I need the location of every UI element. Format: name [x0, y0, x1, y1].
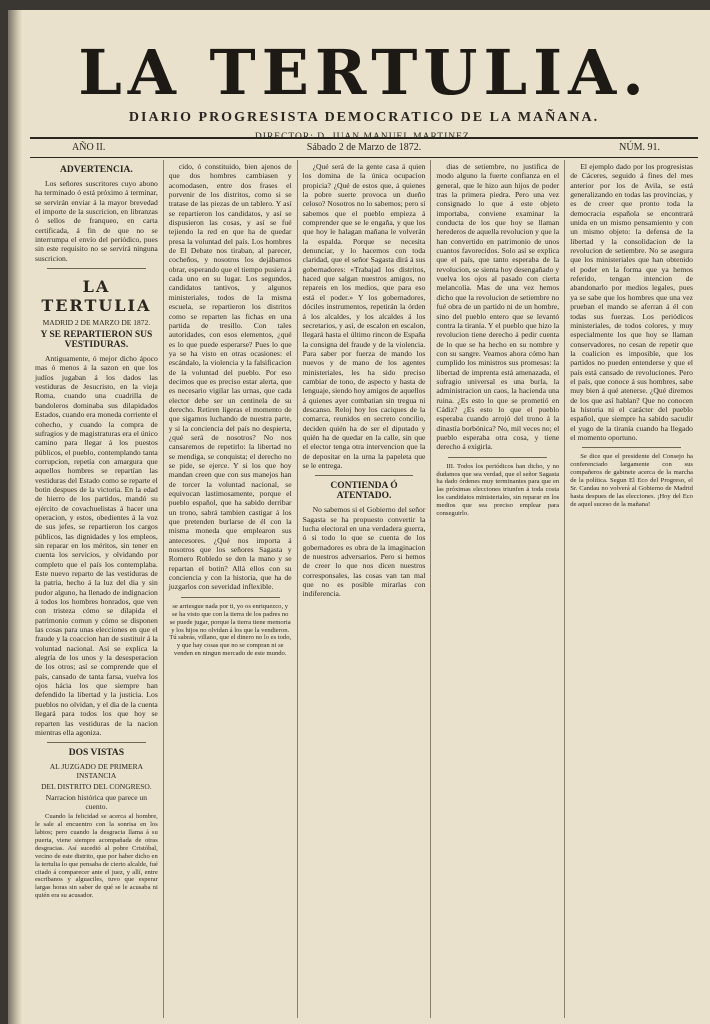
- article-heading: Y SE REPARTIERON SUS VESTIDURAS.: [40, 330, 153, 351]
- divider: [47, 268, 146, 269]
- dateline: [30, 137, 698, 158]
- section-heading: CONTIENDA Ó ATENTADO.: [330, 481, 398, 502]
- issue-date: Sábado 2 de Marzo de 1872.: [306, 142, 422, 153]
- divider: [448, 457, 547, 458]
- newspaper-title: LA TERTULIA.: [78, 36, 650, 109]
- trial-subheading: Narracion histórica que parece un cuento.: [45, 793, 147, 812]
- trial-subheading: DEL DISTRITO DEL CONGRESO.: [41, 782, 152, 792]
- article-text: ¿Qué será de la gente casa á quien los domina de la única ocupacion propicia? ¿Qué de estos que, á quienes la pobre suerte provoca un dueño celoso? Nosotros no lo sabemos; pero sí sabemos que el pueblo empieza á comprender que se le engaña, y que los que hoy le halagan mañana le volverán la espalda. Porque se necesita denunciar, y lo hacemos con toda claridad, que el señor Sagasta dirá á sus gobernadores: «Trabajad los distritos, haced que salgan nuestros amigos, no repareis en los medios, que para eso está el poder.» Y los gobernadores, dóciles instrumentos, repetirán la órden á los alcaldes, y los alcaldes á los secretarios, y así, de escalon en escalon, llegará hasta el último rincon de España la consigna del fraude y de la violencia. Para saber por fuerza de mando los nuevos y de mano de los agentes ministeriales, les ha sido preciso cambiar de tono, de aspecto y hasta de lenguaje, siendo hoy amigos de aquellos á quienes ayer combatian sin tregua ni descanso. Reloj hoy los caciques de la comarca, reunidos en secreto concilio, deciden quién ha de ser el diputado y quién ha de quedar en la calle, sin que el elector tenga otra intervencion que la de depositar en la urna la papeleta que se le entrega.: [302, 162, 426, 470]
- newspaper-subtitle: DIARIO PROGRESISTA DEMOCRATICO DE LA MAÑANA.: [128, 110, 600, 125]
- article-text: El ejemplo dado por los progresistas de Cáceres, seguido á fines del mes anterior por los de Avila, se está generalizando en todas las provincias, y es de creer que pronto toda la democracia española se encontrará unida en un mismo pensamiento y con un mismo objeto: la defensa de la libertad y la consolidacion de la revolucion de setiembre. No se asegura que los ministeriales que han obtenido el poder en la forma que ya hemos referido, tengan intencion de abandonarlo por medios legales, pues ya se sabe que los hombres que una vez prueban el mando se aferran á él con todas sus fuerzas. Los periódicos ministeriales, de todos colores, y muy especialmente los que hoy se llaman conservadores, no cesan de repetir que la coalicion es imposible, que los partidos no pueden entenderse y que el país está cansado de revoluciones. Pero el país, que conoce á sus hombres, sabe muy bien á qué atenerse. ¿Qué diremos de los que así hablan? Que no conocen la historia ni el carácter del pueblo español, que siempre ha sabido sacudir el yugo de la tiranía cuando ha llegado el momento oportuno.: [570, 162, 693, 442]
- trial-heading: DOS VISTAS: [68, 748, 125, 759]
- divider: [181, 597, 280, 598]
- article-text: dias de setiembre, no justifica de modo alguno la fuerte confianza en el general, que le hizo aun hijos de poder tras la primera piedra. Pero una vez consignado lo que á este objeto importaba, conviene examinar la conducta de los que hoy se llaman herederos de aquella revolucion y que la han convertido en patrimonio de unos cuantos favorecidos. Solo así se explica que el país, que tanto esperaba de la revolucion, se sienta hoy desengañado y vuelva los ojos al pasado con cierta melancolía. Mas de una vez hemos dicho que la revolucion de setiembre no fué obra de un partido ni de un hombre, sino del pueblo entero que se levantó contra la tiranía. Y el pueblo que hizo la revolucion tiene derecho á pedir cuenta de lo que se ha hecho en su nombre y con su sangre. Veamos ahora cómo han cumplido los ministros sus promesas: la libertad de imprenta está amenazada, el sufragio universal es una burla, la administracion un caos, la hacienda una ruina. ¿Es esto lo que se prometió en Cádiz? ¿Es esto lo que el pueblo esperaba cuando arrojó del trono á la dinastía borbónica? No, mil veces no; el pueblo esperaba otra cosa, y tiene derecho á exigirla.: [436, 162, 560, 452]
- article-text: Antiguamente, ó mejor dicho ápoco mas ó menos á la sazon en que los judíos jugaban á los dados las vestiduras de Jesucristo, en la vieja Roma, cuando una cuadrilla de bandoleros dominaba sus dilapidados Estados, cuando era moneda corriente el cohecho, y cuando la compra de sufragios y de magistraturas era el único camino para llegar á los puestos públicos, el pueblo, contemplando tanta corrupcion, repetía con amargura que aquellos hombres se repartían las vestiduras del Estado como se reparte el botin despues de la victoria. En la edad de hierro de los partidos, mandó su ejército de covachuelistas á hacer una operacion, y estos, obedientes á la voz de sus jefes, se repartieron los cargos públicos, las dignidades y los empleos, sin reparar en los méritos, sin tener en cuenta los servicios, y olvidando por completo que el país los contemplaba. Este nuevo reparto de las vestiduras de la patria, hecho á la luz del dia y sin pudor alguno, ha llenado de indignacion á todos los hombres honrados, que ven con tristeza cómo se dilapida el patrimonio comun y cómo se disponen las cosas para unas elecciones en que el fraude y la coaccion han de sustituir á la voluntad nacional. Así se explica la alegría de los unos y la desesperacion de los otros; así se comprende que el país, cansado de tanta farsa, vuelva los ojos hácia los que siempre han defendido la libertad y la justicia. Los pueblos no olvidan, y el dia de la cuenta llegará para todos los que hoy se reparten las vestiduras de la nacion mientras ella agoniza.: [35, 354, 158, 737]
- column-4: [431, 160, 565, 1018]
- paper-name-heading: LA TERTULIA: [41, 277, 152, 316]
- paper-dateline: MADRID 2 DE MARZO DE 1872.: [42, 318, 151, 328]
- verse-text: se arriesgue nada por ti, yo os enriquezco, y se ha visto que con la tierra de los padres no se puede jugar, porque la tierra tiene memoria y los hijos no olvidan á los que la vendieron. Tú sabrás, villano, que el dinero no lo es todo, y que hay cosas que no se compran ni se venden en ningun mercado de este mundo.: [169, 602, 292, 658]
- column-5: [565, 160, 698, 1018]
- issue-number: NÚM. 91.: [619, 142, 660, 153]
- divider: [582, 447, 681, 448]
- column-1: [30, 160, 164, 1018]
- masthead: [28, 38, 700, 142]
- newspaper-director: DIRECTOR: D. JUAN MANUEL MARTINEZ.: [254, 132, 474, 142]
- divider: [315, 475, 414, 476]
- page-binding-shadow: [8, 10, 22, 1024]
- issue-year: AÑO II.: [72, 142, 106, 153]
- advert-heading: ADVERTENCIA.: [60, 165, 133, 175]
- section-text: III. Todos los periódicos han dicho, y no dudamos que sea verdad, que el señor Sagasta ha dado órdenes muy terminantes para que en las próximas elecciones triunfen á toda costa los candidatos ministeriales, sin reparar en los medios que sea preciso emplear para conseguirlo.: [436, 462, 560, 518]
- trial-subheading: AL JUZGADO DE PRIMERA INSTANCIA: [49, 762, 144, 781]
- notices-text: Se dice que el presidente del Consejo ha conferenciado largamente con sus compañeros de gabinete acerca de la marcha de la política. Segun El Eco del Progreso, el Sr. Candau no volverá al Gobierno de Madrid hasta despues de las elecciones. ¡Hoy del Eco de aquel suceso de la mañana!: [570, 453, 693, 508]
- article-text: cido, ó constituido, bien ajenos de que dos hombres cambiasen y acomodasen, entre dos frases el porvenir de los distritos, como si se tratase de las piezas de un tablero. Y así se repartieron los candidatos, y así se dispusieron las cosas, y así se fué tejiendo la red en que ha de quedar presa la voluntad del país. Los hombres de El Debate nos tiraban, al parecer, cocheños, y nosotros los dejábamos obrar, esperando que el tiempo pusiera á cada uno en su lugar. Los segundos, candidatos tantivos, y algunos ministeriales, todos de la misma escuela, se repartieron los distritos como se reparten las fichas en una partida de tresillo. Con tales autoridades, con esos elementos, ¿qué es lo que puede esperarse? Pues lo que ya se ha visto en otras ocasiones: el escándalo, la violencia y la falsificacion de la voluntad del pueblo. Por eso decimos que es preciso estar alerta, que es necesario vigilar las urnas, que cada elector debe ser un centinela de su derecho. Retiren ligeras el momento de que sigamos luchando de nuestra parte, y si la conciencia del país no despierta, ¿qué será de nosotros? No nos cansaremos de repetirlo: la libertad no se mendiga, se conquista; el derecho no se pide, se ejerce. Y si los que hoy mandan creen que con sus manejos han de torcer la voluntad nacional, se equivocan lastimosamente, porque el pueblo español, que ha sabido derribar un trono, sabrá tambien castigar á los que pretenden burlarse de él con la misma moneda que emplearon sus antecesores. ¿Qué nos importa á nosotros que los señores Sagasta y Romero Robledo se den la mano y se repartan el botin? Allá ellos con su conciencia y con la historia, que ha de juzgarlos con severidad inflexible.: [168, 162, 292, 592]
- advert-text: Los señores suscritores cuyo abono ha terminado ó está próximo á terminar, se servirán enviar á la mayor brevedad el importe de la suscricion, en libranzas ó sellos de franqueo, en carta certificada, á fin de que no se interrumpa el envío del periódico, pues sin este requisito no se servirá ninguna suscricion.: [35, 179, 158, 263]
- section-text: No sabemos si el Gobierno del señor Sagasta se ha propuesto convertir la lucha electoral en una verdadera guerra, ó si todo lo que se cuenta de los gobernadores es obra de la imaginacion de nuestros adversarios. Pero si hemos de creer lo que nos dicen nuestros corresponsales, las cosas van tan mal que no es posible mirarlas con indiferencia.: [302, 505, 426, 599]
- newspaper-page: [8, 10, 710, 1024]
- divider: [47, 742, 146, 743]
- text-columns: [30, 160, 698, 1018]
- column-3: [298, 160, 432, 1018]
- trial-text: Cuando la felicidad se acerca al hombre, le sale al encuentro con la sonrisa en los labios; pero cuando la desgracia llama á su puerta, viene siempre acompañada de otras desgracias. Así sucedió al pobre Cristóbal, vecino de este distrito, que por haber dicho en la tertulia lo que pensaba de cierto alcalde, fué citado á comparecer ante el juez, y allí, entre escribanos y alguaciles, tuvo que esperar largas horas sin saber de qué se le acusaba ni quién era su acusador.: [35, 813, 158, 900]
- column-2: [164, 160, 298, 1018]
